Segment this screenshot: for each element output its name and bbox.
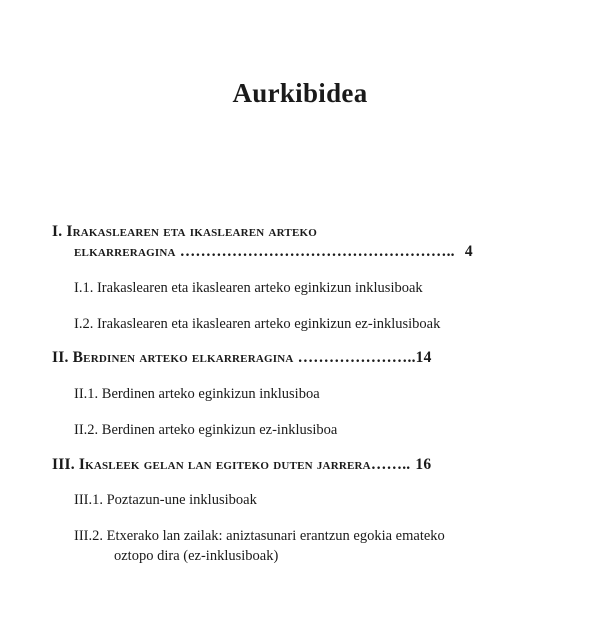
toc-section-2-1[interactable]: II.1. Berdinen arteko eginkizun inklusiboa [74,386,320,402]
toc-chapter-1-page: 4 [464,243,473,260]
toc-chapter-1-line2[interactable] [74,243,473,261]
toc-chapter-2-label: II. Berdinen arteko elkarreragina [52,349,294,366]
toc-section-2-2[interactable]: II.2. Berdinen arteko eginkizun ez-inklusiboa [74,422,338,438]
toc-section-1-1[interactable]: I.1. Irakaslearen eta ikaslearen arteko eginkizun inklusiboak [74,280,423,296]
toc-chapter-3-label: III. Ikasleek gelan lan egiteko duten jarrera [52,456,371,473]
toc-chapter-1-line1[interactable]: I. Irakaslearen eta ikaslearen arteko [52,223,318,240]
toc-chapter-2-page: 14 [415,349,432,366]
page-title: Aurkibidea [232,78,368,108]
toc-section-1-2[interactable]: I.2. Irakaslearen eta ikaslearen arteko eginkizun ez-inklusiboak [74,316,441,332]
toc-chapter-2-leader: ………………….. [293,349,416,366]
toc-chapter-1-leader: …………………………………………….. [179,243,455,260]
toc-chapter-3[interactable] [52,456,431,474]
toc-section-3-2-line2[interactable]: oztopo dira (ez-inklusiboak) [114,548,279,564]
toc-section-3-1[interactable]: III.1. Poztazun-une inklusiboak [74,492,257,508]
toc-chapter-3-leader: …….. [370,456,411,473]
toc-section-3-2-line1[interactable]: III.2. Etxerako lan zailak: aniztasunari erantzun egokia emateko [74,528,445,544]
toc-chapter-3-page: 16 [415,456,432,473]
toc-chapter-1-label: elkarreragina [74,243,176,260]
toc-chapter-2[interactable] [52,349,432,367]
